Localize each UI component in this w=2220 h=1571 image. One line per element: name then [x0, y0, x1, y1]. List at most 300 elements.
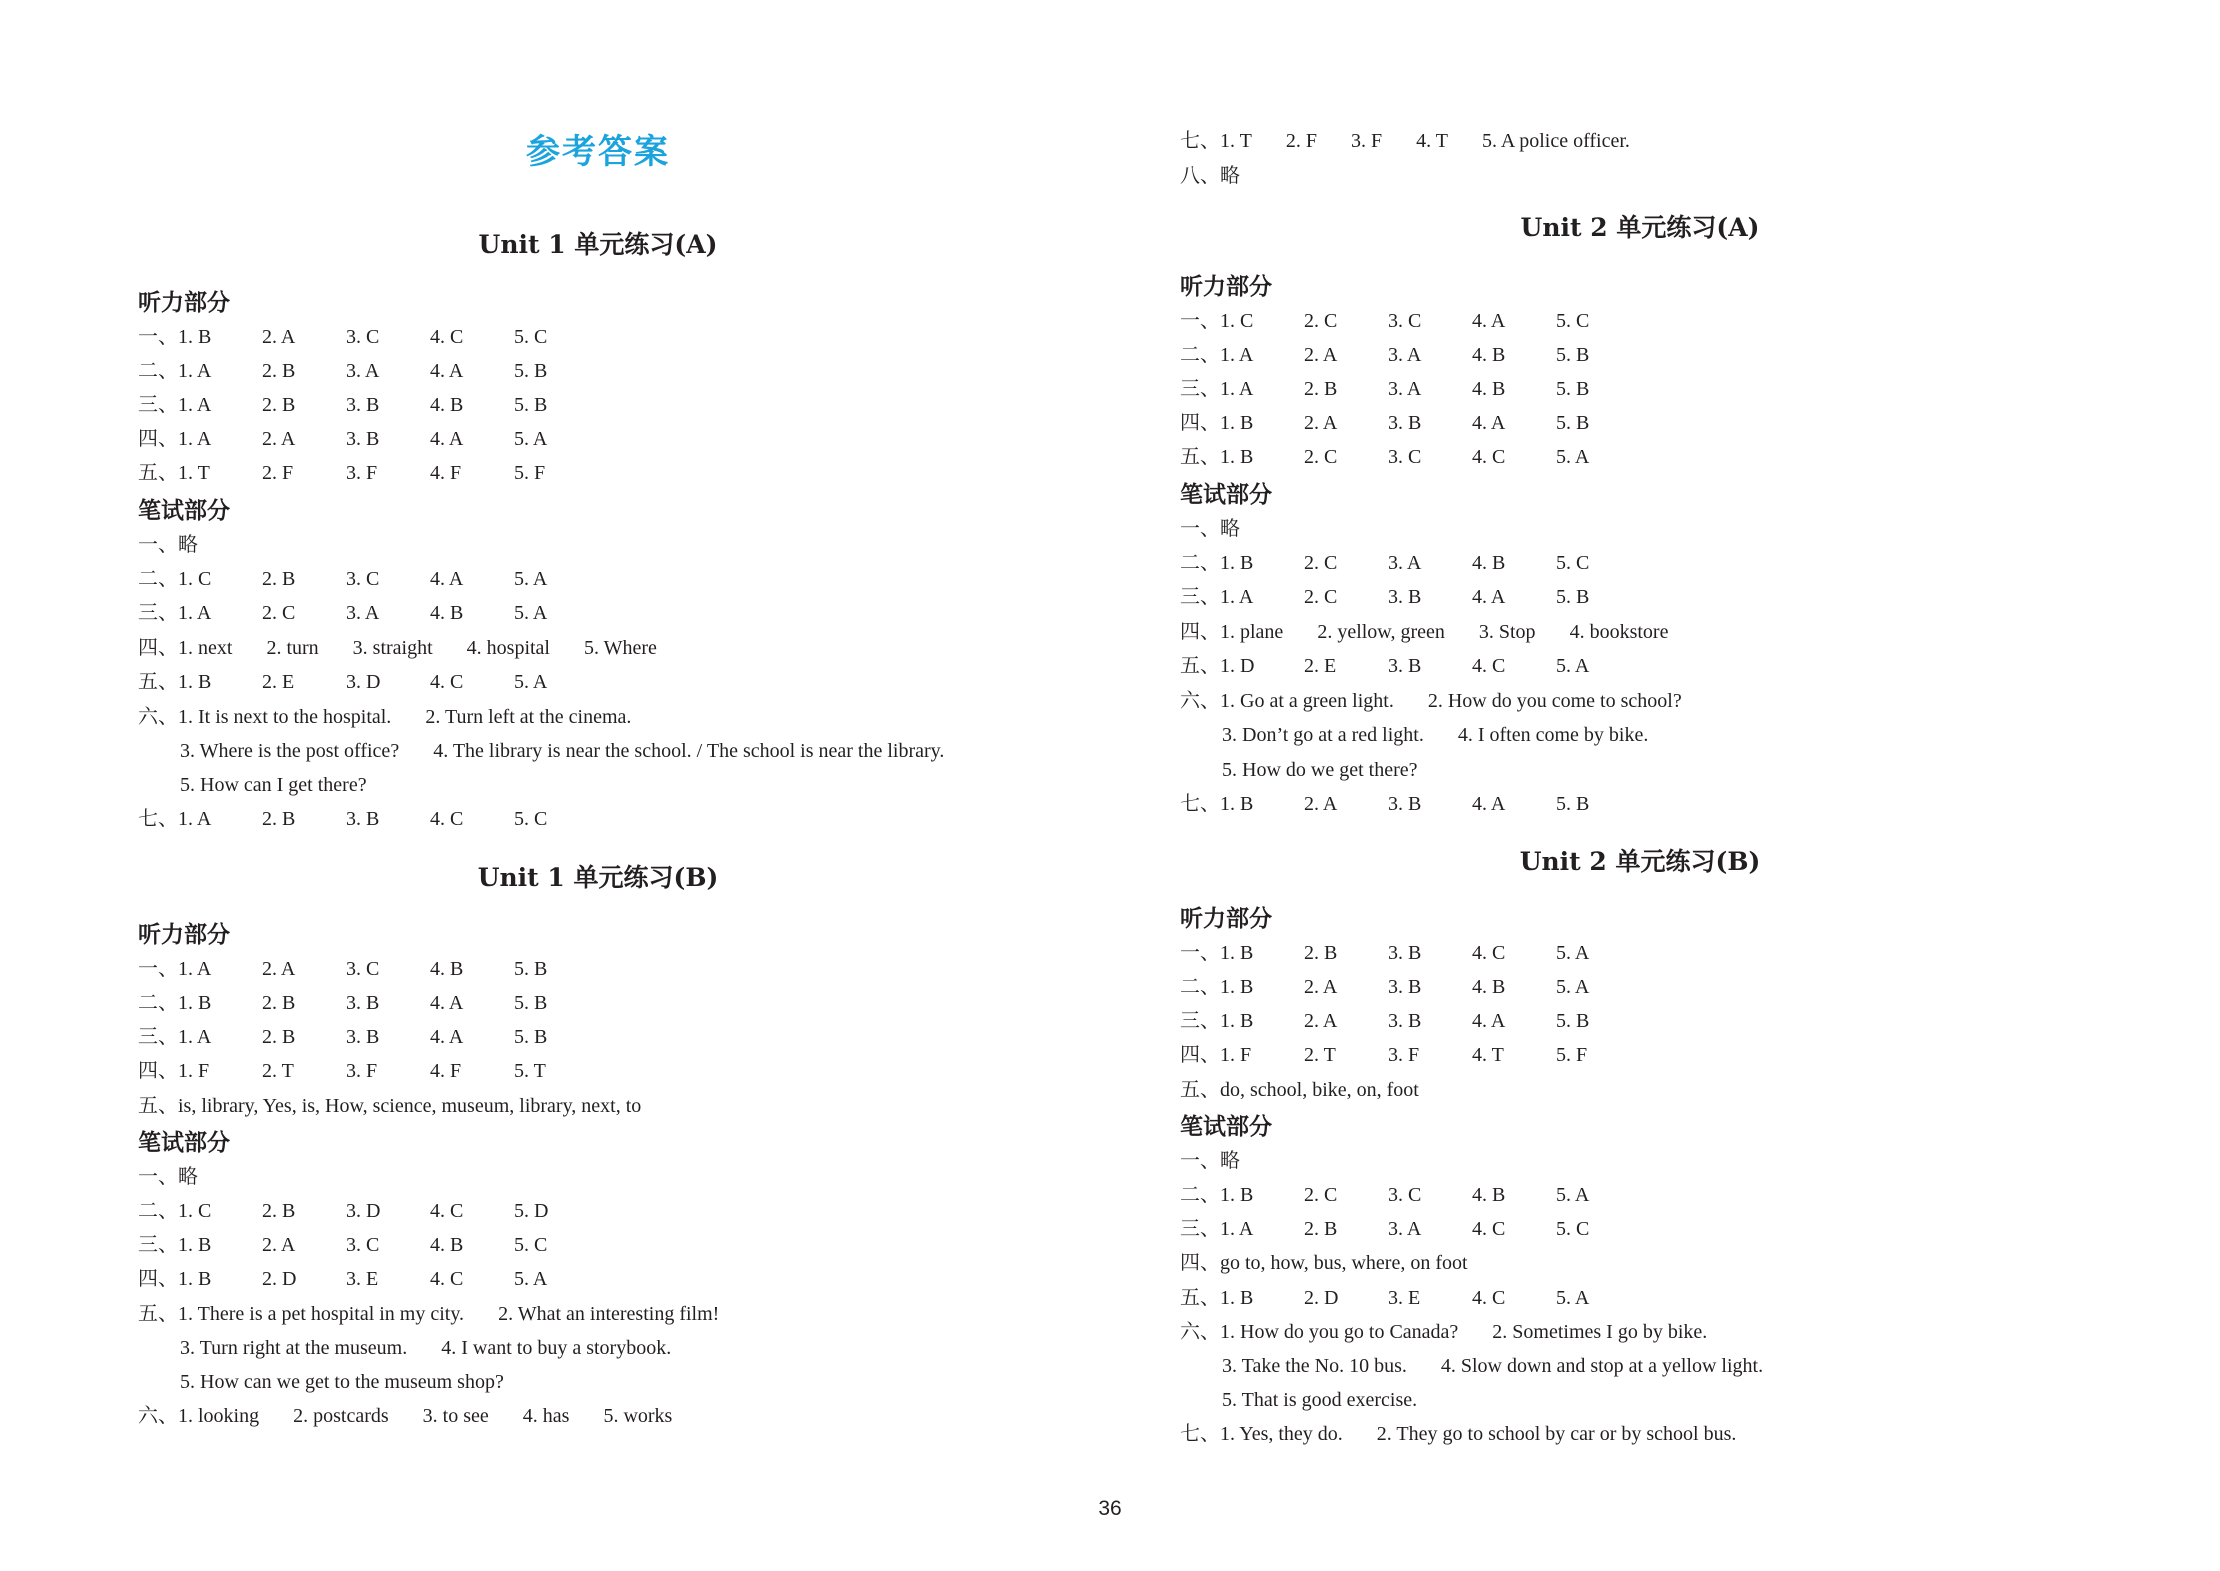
answer-item: 4. B — [430, 1234, 464, 1256]
answer-item: 1. A — [1220, 1218, 1254, 1240]
question-number: 四、 — [138, 1060, 178, 1082]
answer-item: 4. C — [430, 1268, 464, 1290]
answer-item: 3. Stop — [1478, 621, 1536, 643]
section-label: 笔试部分 — [138, 1130, 230, 1156]
answer-item: 4. A — [1472, 1010, 1506, 1032]
answer-line — [1180, 1216, 1640, 1242]
answer-item: 3. B — [1388, 412, 1422, 434]
answer-line — [1222, 757, 1418, 783]
question-number: 三、 — [138, 1026, 178, 1048]
answer-item: 3. B — [346, 992, 380, 1014]
answer-item: 5. B — [1556, 793, 1590, 815]
question-number: 一、 — [138, 958, 178, 980]
answer-item: 2. B — [1304, 942, 1338, 964]
main-title: 参考答案 — [526, 132, 670, 172]
answer-line — [138, 600, 598, 626]
answer-item: 1. C — [178, 568, 212, 590]
answer-line — [1180, 688, 1682, 714]
answer-item: 2. A — [262, 1234, 296, 1256]
answer-item: 4. C — [430, 326, 464, 348]
question-number: 三、 — [1180, 586, 1220, 608]
answer-item: 1. T — [178, 462, 210, 484]
answer-line — [138, 532, 198, 558]
answer-item: 1. D — [1220, 655, 1255, 677]
question-number: 二、 — [138, 992, 178, 1014]
question-number: 七、 — [138, 808, 178, 830]
answer-item: 2. B — [262, 992, 296, 1014]
answer-item: 1. A — [1220, 586, 1254, 608]
answer-item: 5. B — [1556, 586, 1590, 608]
answer-item: 3. B — [1388, 1010, 1422, 1032]
answer-item: 3. Turn right at the museum. — [180, 1337, 408, 1359]
question-number: 一、 — [138, 326, 178, 348]
answer-item: 3. A — [346, 360, 380, 382]
answer-item: 2. B — [262, 808, 296, 830]
answer-item: 2. E — [262, 671, 295, 693]
answer-item: 2. B — [262, 360, 296, 382]
answer-item: 2. T — [1304, 1044, 1336, 1066]
answer-item: 5. A — [514, 1268, 548, 1290]
answer-item: 5. A — [514, 428, 548, 450]
answer-item: 1. B — [178, 992, 212, 1014]
answer-item: 5. A — [1556, 655, 1590, 677]
answer-item: 1. A — [178, 1026, 212, 1048]
answer-item: 3. C — [346, 326, 380, 348]
answer-line — [1180, 128, 1630, 154]
answer-item: 2. F — [262, 462, 294, 484]
answer-item: 2. B — [262, 1026, 296, 1048]
answer-line — [138, 1024, 598, 1050]
answer-item: 2. How do you come to school? — [1427, 690, 1682, 712]
unit-title: Unit 1 单元练习(A) — [478, 230, 718, 259]
section-label: 笔试部分 — [1180, 1114, 1272, 1140]
answer-line — [138, 704, 631, 730]
answer-item: 5. A — [514, 671, 548, 693]
answer-item: 2. C — [262, 602, 296, 624]
answer-item: 2. A — [1304, 412, 1338, 434]
answer-item: 2. E — [1304, 655, 1337, 677]
question-number: 八、 — [1180, 165, 1220, 187]
answer-line — [138, 1266, 598, 1292]
question-number: 五、 — [1180, 1079, 1220, 1101]
answer-item: 2. What an interesting film! — [498, 1303, 720, 1325]
answer-line — [1180, 163, 1240, 189]
section-label: 听力部分 — [138, 290, 230, 316]
answer-item: 5. A — [1556, 446, 1590, 468]
answer-line — [1180, 584, 1640, 610]
answer-item: 2. A — [262, 958, 296, 980]
answer-item: 1. B — [1220, 942, 1254, 964]
unit-title: Unit 2 单元练习(B) — [1519, 847, 1761, 876]
question-number: 一、 — [1180, 310, 1220, 332]
answer-item: 4. C — [1472, 655, 1506, 677]
answer-line — [138, 635, 657, 661]
answer-item: 3. A — [1388, 552, 1422, 574]
answer-item: 3. C — [1388, 1184, 1422, 1206]
answer-item: 4. C — [430, 671, 464, 693]
answer-item: 3. F — [346, 1060, 378, 1082]
question-number: 五、 — [1180, 446, 1220, 468]
answer-item: 5. F — [514, 462, 546, 484]
answer-line — [138, 990, 598, 1016]
answer-item: 1. F — [178, 1060, 210, 1082]
page-number: 36 — [1098, 1497, 1122, 1520]
answer-text: 略 — [178, 1166, 198, 1188]
answer-item: 3. F — [1350, 130, 1383, 152]
answer-item: 4. hospital — [466, 637, 550, 659]
answer-item: 4. A — [430, 992, 464, 1014]
answer-item: 3. E — [346, 1268, 379, 1290]
question-number: 六、 — [138, 706, 178, 728]
answer-item: 2. yellow, green — [1317, 621, 1445, 643]
answer-item: 4. A — [1472, 793, 1506, 815]
question-number: 五、 — [1180, 655, 1220, 677]
answer-item: 4. A — [430, 1026, 464, 1048]
answer-item: 5. B — [1556, 412, 1590, 434]
question-number: 二、 — [1180, 1184, 1220, 1206]
answer-item: 1. C — [178, 1200, 212, 1222]
question-number: 七、 — [1180, 793, 1220, 815]
answer-item: 1. A — [178, 602, 212, 624]
answer-item: 5. How can I get there? — [180, 774, 367, 796]
answer-text: go to, how, bus, where, on foot — [1220, 1252, 1468, 1274]
question-number: 三、 — [138, 394, 178, 416]
answer-item: 1. B — [1220, 1184, 1254, 1206]
answer-item: 1. B — [1220, 552, 1254, 574]
answer-item: 2. D — [1304, 1287, 1339, 1309]
answer-line — [1180, 516, 1240, 542]
section-label: 听力部分 — [1180, 274, 1272, 300]
answer-item: 1. B — [1220, 412, 1254, 434]
answer-item: 3. B — [346, 394, 380, 416]
answer-item: 5. F — [1556, 1044, 1588, 1066]
answer-item: 2. turn — [266, 637, 319, 659]
answer-line — [1180, 653, 1640, 679]
answer-item: 3. D — [346, 1200, 381, 1222]
answer-line — [138, 1232, 598, 1258]
answer-item: 4. B — [430, 958, 464, 980]
answer-line — [1180, 1042, 1640, 1068]
answer-line — [1180, 974, 1640, 1000]
question-number: 五、 — [138, 462, 178, 484]
answer-item: 3. straight — [352, 637, 433, 659]
answer-item: 4. bookstore — [1569, 621, 1669, 643]
answer-item: 3. B — [1388, 655, 1422, 677]
answer-item: 1. B — [1220, 446, 1254, 468]
answer-item: 1. Go at a green light. — [1220, 690, 1394, 712]
answer-item: 1. B — [1220, 793, 1254, 815]
answer-item: 3. A — [1388, 344, 1422, 366]
answer-item: 3. C — [346, 568, 380, 590]
answer-item: 5. B — [1556, 378, 1590, 400]
question-number: 一、 — [1180, 518, 1220, 540]
answer-item: 1. B — [178, 671, 212, 693]
section-label: 笔试部分 — [138, 498, 230, 524]
answer-item: 4. C — [1472, 1218, 1506, 1240]
question-number: 六、 — [1180, 1321, 1220, 1343]
answer-item: 5. C — [514, 1234, 548, 1256]
answer-item: 3. B — [1388, 793, 1422, 815]
question-number: 四、 — [1180, 412, 1220, 434]
answer-item: 4. I want to buy a storybook. — [441, 1337, 672, 1359]
answer-item: 3. A — [1388, 1218, 1422, 1240]
question-number: 七、 — [1180, 130, 1220, 152]
answer-item: 1. next — [178, 637, 233, 659]
answer-line — [1180, 1148, 1240, 1174]
question-number: 二、 — [1180, 344, 1220, 366]
answer-line — [138, 324, 598, 350]
question-number: 四、 — [1180, 1044, 1220, 1066]
answer-item: 4. F — [430, 1060, 462, 1082]
answer-item: 1. It is next to the hospital. — [178, 706, 392, 728]
answer-line — [1180, 444, 1640, 470]
answer-line — [1180, 550, 1640, 576]
question-number: 三、 — [1180, 378, 1220, 400]
answer-item: 2. A — [262, 326, 296, 348]
answer-item: 5. How can we get to the museum shop? — [180, 1371, 504, 1393]
answer-item: 2. postcards — [293, 1405, 389, 1427]
answer-item: 5. A — [1556, 942, 1590, 964]
answer-item: 2. Turn left at the cinema. — [425, 706, 632, 728]
answer-item: 3. B — [346, 428, 380, 450]
question-number: 一、 — [1180, 1150, 1220, 1172]
answer-item: 4. B — [430, 602, 464, 624]
answer-item: 4. The library is near the school. / The school is near the library. — [433, 740, 945, 762]
answer-item: 4. T — [1416, 130, 1448, 152]
question-number: 四、 — [1180, 1252, 1220, 1274]
answer-item: 1. looking — [178, 1405, 260, 1427]
answer-item: 4. C — [1472, 446, 1506, 468]
answer-line — [1180, 619, 1668, 645]
answer-item: 3. to see — [422, 1405, 489, 1427]
answer-item: 2. F — [1285, 130, 1317, 152]
answer-line — [138, 669, 598, 695]
answer-item: 4. A — [1472, 586, 1506, 608]
answer-item: 5. C — [1556, 1218, 1590, 1240]
answer-line — [138, 1058, 598, 1084]
answer-item: 4. B — [1472, 1184, 1506, 1206]
answer-line — [138, 806, 598, 832]
answer-item: 4. A — [1472, 310, 1506, 332]
answer-item: 3. F — [1388, 1044, 1420, 1066]
answer-line — [138, 1198, 598, 1224]
answer-item: 2. B — [1304, 1218, 1338, 1240]
answer-line — [138, 566, 598, 592]
answer-item: 5. A — [514, 568, 548, 590]
unit-title: Unit 1 单元练习(B) — [477, 863, 719, 892]
answer-item: 1. How do you go to Canada? — [1220, 1321, 1459, 1343]
answer-item: 5. A — [1556, 976, 1590, 998]
answer-item: 2. C — [1304, 310, 1338, 332]
answer-item: 5. B — [1556, 1010, 1590, 1032]
answer-item: 2. B — [1304, 378, 1338, 400]
question-number: 一、 — [1180, 942, 1220, 964]
answer-item: 1. Yes, they do. — [1220, 1423, 1343, 1445]
answer-item: 4. A — [430, 428, 464, 450]
answer-item: 4. B — [1472, 344, 1506, 366]
answer-text: do, school, bike, on, foot — [1220, 1079, 1419, 1101]
question-number: 七、 — [1180, 1423, 1220, 1445]
answer-item: 5. D — [514, 1200, 549, 1222]
answer-item: 5. C — [1556, 552, 1590, 574]
answer-line — [180, 738, 944, 764]
answer-item: 3. B — [1388, 586, 1422, 608]
answer-item: 5. C — [514, 808, 548, 830]
answer-item: 3. B — [346, 808, 380, 830]
answer-item: 2. B — [262, 568, 296, 590]
answer-line — [138, 1403, 672, 1429]
answer-item: 3. Take the No. 10 bus. — [1222, 1355, 1407, 1377]
answer-item: 2. C — [1304, 1184, 1338, 1206]
question-number: 三、 — [1180, 1218, 1220, 1240]
answer-item: 1. A — [178, 394, 212, 416]
answer-item: 4. C — [1472, 942, 1506, 964]
answer-item: 1. A — [178, 428, 212, 450]
question-number: 六、 — [138, 1405, 178, 1427]
answer-line — [1180, 376, 1640, 402]
answer-line — [1180, 1285, 1640, 1311]
answer-item: 4. F — [430, 462, 462, 484]
answer-item: 2. T — [262, 1060, 294, 1082]
question-number: 四、 — [138, 1268, 178, 1290]
answer-item: 2. C — [1304, 552, 1338, 574]
question-number: 三、 — [1180, 1010, 1220, 1032]
question-number: 二、 — [138, 1200, 178, 1222]
answer-item: 5. How do we get there? — [1222, 759, 1418, 781]
answer-item: 4. A — [430, 568, 464, 590]
answer-text: 略 — [1220, 518, 1240, 540]
answer-item: 4. Slow down and stop at a yellow light. — [1440, 1355, 1764, 1377]
answer-item: 3. B — [1388, 976, 1422, 998]
answer-item: 5. A — [1556, 1287, 1590, 1309]
answer-line — [1222, 1387, 1417, 1413]
question-number: 四、 — [1180, 621, 1220, 643]
answer-item: 3. B — [1388, 942, 1422, 964]
unit-title: Unit 2 单元练习(A) — [1520, 213, 1760, 242]
question-number: 五、 — [138, 1095, 178, 1117]
question-number: 一、 — [138, 1166, 178, 1188]
answer-item: 5. A — [1556, 1184, 1590, 1206]
answer-item: 1. B — [1220, 1010, 1254, 1032]
question-number: 二、 — [1180, 552, 1220, 574]
answer-item: 2. B — [262, 394, 296, 416]
answer-line — [138, 392, 598, 418]
question-number: 二、 — [138, 568, 178, 590]
answer-item: 1. A — [178, 808, 212, 830]
answer-item: 5. B — [514, 992, 548, 1014]
question-number: 三、 — [138, 1234, 178, 1256]
answer-item: 4. A — [430, 360, 464, 382]
answer-item: 2. C — [1304, 446, 1338, 468]
answer-item: 2. A — [1304, 1010, 1338, 1032]
answer-line — [1180, 1421, 1736, 1447]
answer-line — [1180, 1250, 1468, 1276]
answer-item: 3. C — [1388, 310, 1422, 332]
answer-item: 2. They go to school by car or by school bus. — [1376, 1423, 1737, 1445]
answer-item: 3. Where is the post office? — [180, 740, 400, 762]
answer-item: 3. C — [346, 958, 380, 980]
answer-item: 5. A police officer. — [1481, 130, 1630, 152]
answer-item: 4. C — [1472, 1287, 1506, 1309]
answer-item: 4. A — [1472, 412, 1506, 434]
section-label: 笔试部分 — [1180, 482, 1272, 508]
answer-item: 2. A — [1304, 976, 1338, 998]
answer-item: 1. A — [178, 360, 212, 382]
answer-item: 2. C — [1304, 586, 1338, 608]
answer-item: 3. C — [1388, 446, 1422, 468]
answer-item: 5. B — [1556, 344, 1590, 366]
answer-item: 5. A — [514, 602, 548, 624]
answer-item: 3. A — [1388, 378, 1422, 400]
answer-item: 5. B — [514, 360, 548, 382]
answer-line — [138, 426, 598, 452]
answer-line — [1180, 791, 1640, 817]
answer-item: 4. B — [430, 394, 464, 416]
answer-line — [138, 1301, 719, 1327]
answer-item: 5. T — [514, 1060, 546, 1082]
answer-line — [138, 358, 598, 384]
answer-line — [138, 1093, 641, 1119]
answer-item: 2. A — [262, 428, 296, 450]
answer-line — [1222, 722, 1648, 748]
answer-item: 2. Sometimes I go by bike. — [1492, 1321, 1708, 1343]
answer-item: 4. C — [430, 1200, 464, 1222]
answer-item: 5. works — [603, 1405, 673, 1427]
answer-text: 略 — [1220, 165, 1240, 187]
answer-item: 4. B — [1472, 976, 1506, 998]
answer-item: 3. F — [346, 462, 378, 484]
answer-item: 3. D — [346, 671, 381, 693]
answer-line — [138, 460, 598, 486]
question-number: 二、 — [138, 360, 178, 382]
question-number: 一、 — [138, 534, 178, 556]
answer-item: 3. B — [346, 1026, 380, 1048]
answer-line — [1222, 1353, 1763, 1379]
answer-item: 1. B — [178, 1234, 212, 1256]
answer-item: 3. C — [346, 1234, 380, 1256]
answer-item: 4. has — [522, 1405, 570, 1427]
answer-item: 1. B — [178, 326, 212, 348]
answer-item: 1. There is a pet hospital in my city. — [178, 1303, 465, 1325]
answer-item: 5. B — [514, 1026, 548, 1048]
answer-item: 1. B — [1220, 1287, 1254, 1309]
section-label: 听力部分 — [1180, 906, 1272, 932]
question-number: 三、 — [138, 602, 178, 624]
answer-line — [1180, 1077, 1419, 1103]
answer-item: 1. B — [178, 1268, 212, 1290]
answer-line — [1180, 1008, 1640, 1034]
answer-item: 3. Don’t go at a red light. — [1222, 724, 1424, 746]
answer-line — [1180, 410, 1640, 436]
answer-item: 1. plane — [1220, 621, 1284, 643]
answer-item: 2. D — [262, 1268, 297, 1290]
question-number: 四、 — [138, 428, 178, 450]
answer-item: 1. A — [178, 958, 212, 980]
question-number: 六、 — [1180, 690, 1220, 712]
answer-line — [1180, 1182, 1640, 1208]
answer-item: 5. C — [514, 326, 548, 348]
answer-line — [1180, 1319, 1707, 1345]
question-number: 五、 — [138, 1303, 178, 1325]
answer-item: 3. E — [1388, 1287, 1421, 1309]
answer-item: 5. That is good exercise. — [1222, 1389, 1418, 1411]
answer-text: 略 — [178, 534, 198, 556]
answer-item: 1. C — [1220, 310, 1254, 332]
answer-item: 5. C — [1556, 310, 1590, 332]
question-number: 五、 — [1180, 1287, 1220, 1309]
answer-item: 5. B — [514, 394, 548, 416]
answer-line — [180, 1369, 504, 1395]
